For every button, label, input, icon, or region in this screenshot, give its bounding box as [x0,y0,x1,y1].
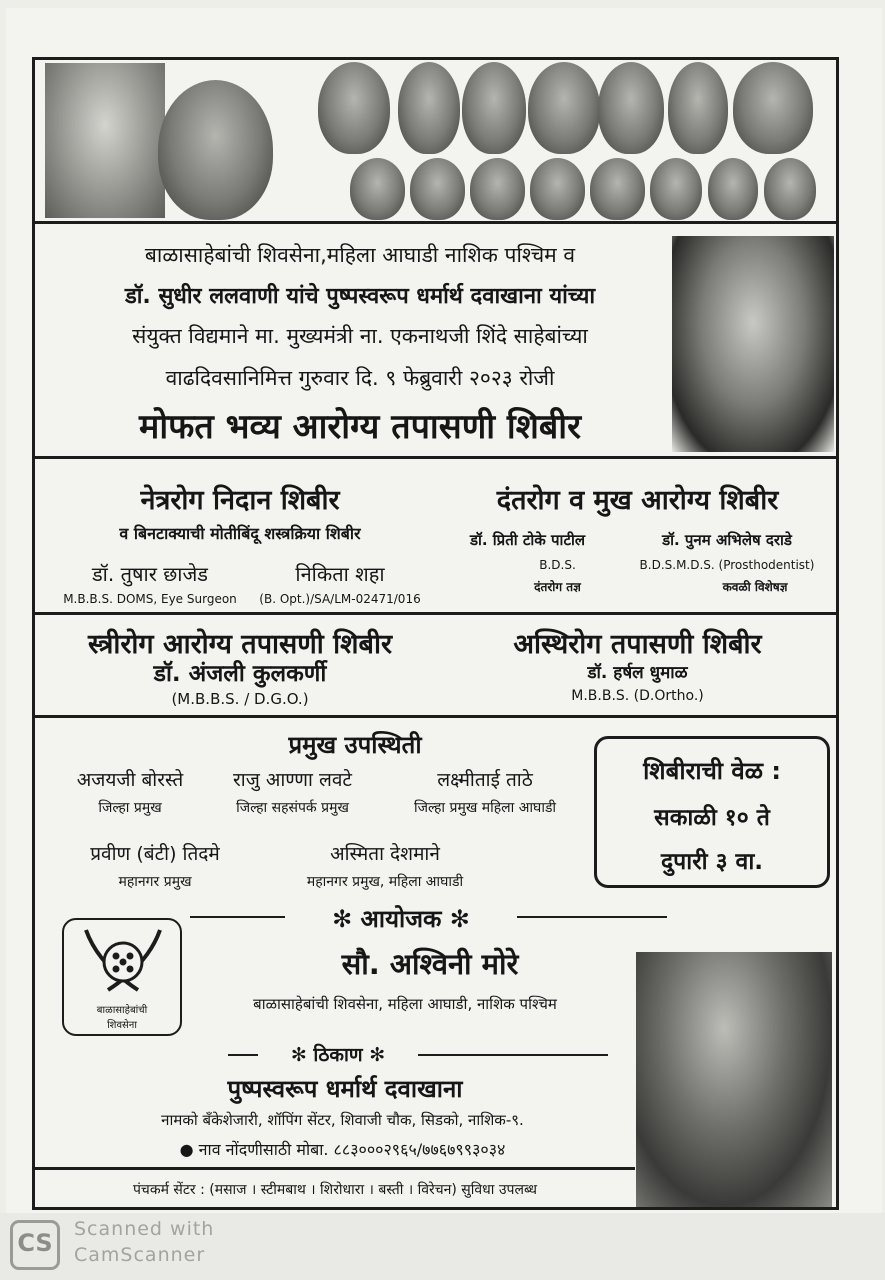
dignitary-1-role: जिल्हा प्रमुख [98,800,162,816]
leader-photo-13 [530,158,585,220]
eye-camp-title: नेत्ररोग निदान शिबीर [140,485,340,516]
ortho-camp-title: अस्थिरोग तपासणी शिबीर [513,629,762,660]
intro-line-1: बाळासाहेबांची शिवसेना,महिला आघाडी नाशिक पश्चिम व [144,243,576,267]
dignitary-4-name: प्रवीण (बंटी) तिदमे [90,843,220,865]
leader-photo-4 [398,62,460,154]
divider [35,612,836,615]
venue-heading: ✻ ठिकाण ✻ [290,1044,386,1066]
leader-photo-8 [668,62,728,154]
panchakarma-note: पंचकर्म सेंटर : (मसाज । स्टीमबाथ । शिरोधारा । बस्ती । विरेचन) सुविधा उपलब्ध [132,1182,537,1198]
dignitary-2-role: जिल्हा सहसंपर्क प्रमुख [236,800,349,816]
dignitary-3-role: जिल्हा प्रमुख महिला आघाडी [413,800,557,816]
dignitary-3-name: लक्ष्मीताई ताठे [437,769,533,791]
dental-doctor1-qual: B.D.S. [539,558,576,572]
divider [418,1054,608,1056]
dignitary-4-role: महानगर प्रमुख [118,874,192,890]
leader-photo-15 [650,158,702,220]
intro-line-3: संयुक्त विद्यमाने मा. मुख्यमंत्री ना. एकनाथजी शिंदे साहेबांच्या [132,324,588,348]
scanner-line-2: CamScanner [74,1244,206,1266]
eye-doctor2-name: निकिता शहा [295,562,385,586]
eye-camp-subtitle: व बिनटाक्याची मोतीबिंदू शस्त्रक्रिया शिबीर [119,524,361,543]
divider [190,916,285,918]
venue-name: पुष्पस्वरूप धर्मार्थ दवाखाना [227,1075,463,1103]
dignitary-2-name: राजु आण्णा लवटे [233,769,352,791]
dignitary-1-name: अजयजी बोरस्ते [76,769,184,791]
divider [35,221,836,224]
eye-doctor1-name: डॉ. तुषार छाजेड [91,562,208,586]
dental-doctor1-role: दंतरोग तज्ञ [534,580,581,594]
logo-text-1: बाळासाहेबांची [96,1005,148,1016]
gyn-camp-title: स्त्रीरोग आरोग्य तपासणी शिबीर [87,629,392,660]
leader-photo-2 [158,80,273,220]
leader-photo-12 [470,158,525,220]
divider [35,715,836,718]
intro-line-4: वाढदिवसानिमित्त गुरुवार दि. ९ फेब्रुवारी २०२३ रोजी [165,366,555,390]
intro-line-2: डॉ. सुधीर ललवाणी यांचे पुष्पस्वरूप धर्मार्थ दवाखाना यांच्या [124,284,596,309]
organizer-heading: ✻ आयोजक ✻ [332,905,470,933]
camscanner-badge: CS [17,1229,53,1257]
leader-photo-16 [708,158,758,220]
leader-photo-3 [318,62,390,154]
dignitary-5-name: अस्मिता देशमाने [330,843,440,865]
leader-photo-10 [350,158,405,220]
shield-swords-icon [78,924,168,1000]
organizer-org: बाळासाहेबांची शिवसेना, महिला आघाडी, नाशिक पश्चिम [253,995,557,1013]
eye-doctor2-qual: (B. Opt.)/SA/LM-02471/016 [259,592,421,606]
leader-photo-6 [528,62,600,154]
timing-label: शिबीराची वेळ : [643,757,781,785]
timing-line-2: दुपारी ३ वा. [660,849,764,875]
ortho-doctor-name: डॉ. हर्षल धुमाळ [587,663,688,683]
leader-photo-5 [462,62,526,154]
leader-photo-7 [598,62,664,154]
eye-doctor1-qual: M.B.B.S. DOMS, Eye Surgeon [63,592,237,606]
leader-photo-9 [733,62,813,154]
scanner-line-1: Scanned with [74,1218,215,1240]
gyn-doctor-name: डॉ. अंजली कुलकर्णी [153,661,327,687]
dignitaries-heading: प्रमुख उपस्थिती [288,731,422,759]
leader-photo-1 [45,63,165,218]
leader-photo-11 [410,158,465,220]
timing-line-1: सकाळी १० ते [654,805,770,831]
dental-camp-title: दंतरोग व मुख आरोग्य शिबीर [496,485,779,516]
gyn-doctor-qual: (M.B.B.S. / D.G.O.) [171,690,309,708]
dental-doctor1-name: डॉ. प्रिती टोके पाटील [469,531,586,549]
dental-doctor2-qual: B.D.S.M.D.S. (Prosthodentist) [639,558,815,572]
dental-doctor2-name: डॉ. पुनम अभिलेष दराडे [662,531,792,549]
organizer-photo [636,952,832,1207]
leader-photo-14 [590,158,645,220]
leader-photo-17 [764,158,816,220]
divider [35,1167,635,1170]
divider [517,916,667,918]
dignitary-5-role: महानगर प्रमुख, महिला आघाडी [306,874,464,890]
ortho-doctor-qual: M.B.B.S. (D.Ortho.) [571,688,704,704]
chief-minister-photo [672,236,834,452]
logo-text-2: शिवसेना [107,1020,137,1031]
divider [35,456,836,459]
venue-address: नामको बँकेशेजारी, शॉपिंग सेंटर, शिवाजी चौक, सिडको, नाशिक-९. [161,1111,524,1129]
organizer-name: सौ. अश्विनी मोरे [341,947,519,981]
dental-doctor2-role: कवळी विशेषज्ञ [722,580,788,594]
venue-phone: ● नाव नोंदणीसाठी मोबा. ८८३०००२९६५/७७६७९९३०३४ [179,1140,506,1159]
divider [228,1054,258,1056]
headline: मोफत भव्य आरोग्य तपासणी शिबीर [139,407,581,447]
